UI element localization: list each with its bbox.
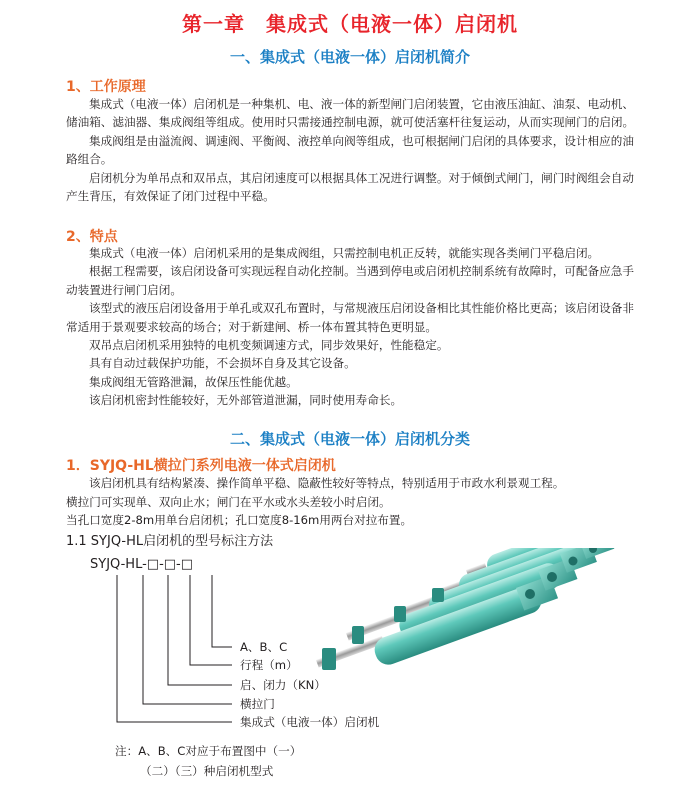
syjq-line-2: 横拉门可实现单、双向止水；闸门在平水或水头差较小时启闭。 xyxy=(66,495,391,509)
leader-line xyxy=(190,575,232,665)
model-notation-heading: 1.1 SYJQ-HL启闭机的型号标注方法 xyxy=(66,534,274,549)
cylinder xyxy=(316,582,545,668)
chapter-title: 第一章 集成式（电液一体）启闭机 xyxy=(182,12,518,36)
paragraph: 集成阀组是由溢流阀、调速阀、平衡阀、液控单向阀等组成，也可根据闸门启闭的具体要求，设计相应的油路组合。 xyxy=(66,133,634,167)
label-stroke: 行程（m） xyxy=(240,658,298,672)
paragraph: 集成式（电液一体）启闭机是一种集机、电、液一体的新型闸门启闭装置，它由液压油缸、油泵、电动机、储油箱、滤油器、集成阀组等组成。使用时只需接通控制电源，就可使活塞杆往复运动，从而实现闸门的启闭。 xyxy=(66,97,635,130)
label-machine: 集成式（电液一体）启闭机 xyxy=(240,715,380,729)
leader-line xyxy=(168,575,232,685)
paragraph: 双吊点启闭机采用独特的电机变频调速方式，同步效果好，性能稳定。 xyxy=(89,338,449,353)
label-gate: 横拉门 xyxy=(240,697,275,711)
section-1-heading: 一、集成式（电液一体）启闭机简介 xyxy=(229,48,470,66)
leader-line xyxy=(117,575,232,722)
subsection-features-heading: 2、特点 xyxy=(66,229,118,245)
note-line-1: 注：A、B、C对应于布置图中（一） xyxy=(115,744,302,758)
section-2-heading: 二、集成式（电液一体）启闭机分类 xyxy=(229,430,470,448)
paragraph: 该启闭机密封性能较好，无外部管道泄漏，同时使用寿命长。 xyxy=(89,393,403,408)
paragraph: 根据工程需要，该启闭设备可实现远程自动化控制。当遇到停电或启闭机控制系统有故障时，可配备应急手动装置进行闸门启闭。 xyxy=(66,264,634,297)
model-code: SYJQ-HL-□-□-□ xyxy=(90,557,194,572)
syjq-line-1: 该启闭机具有结构紧凑、操作简单平稳、隐蔽性较好等特点，特别适用于市政水利景观工程。 xyxy=(89,476,565,490)
subsection-syjq-hl-heading: 1．SYJQ-HL横拉门系列电液一体式启闭机 xyxy=(66,458,336,474)
hydraulic-hoist-illustration xyxy=(316,548,634,676)
subsection-working-principle-heading: 1、工作原理 xyxy=(66,79,146,95)
leader-line xyxy=(212,575,232,647)
label-type: A、B、C xyxy=(240,640,288,654)
paragraph: 启闭机分为单吊点和双吊点，其启闭速度可以根据具体工况进行调整。对于倾倒式闸门，闸门时阀组会自动产生背压，有效保证了闭门过程中平稳。 xyxy=(66,170,634,204)
syjq-line-3: 当孔口宽度2-8m用单台启闭机；孔口宽度8-16m用两台对拉布置。 xyxy=(66,513,413,527)
paragraph: 具有自动过载保护功能，不会损坏自身及其它设备。 xyxy=(89,356,356,371)
paragraph: 集成阀组无管路泄漏，故保压性能优越。 xyxy=(89,374,298,389)
paragraph: 集成式（电液一体）启闭机采用的是集成阀组，只需控制电机正反转，就能实现各类闸门平稳启闭。 xyxy=(89,246,600,260)
leader-lines xyxy=(117,575,232,722)
paragraph: 该型式的液压启闭设备用于单孔或双孔布置时，与常规液压启闭设备相比其性能价格比更高；该启闭设备非常适用于景观要求较高的场合；对于新建闸、桥一体布置其特色更明显。 xyxy=(66,301,634,334)
label-force: 启、闭力（KN） xyxy=(240,678,326,692)
note-line-2: （二）（三）种启闭机型式 xyxy=(140,764,274,778)
